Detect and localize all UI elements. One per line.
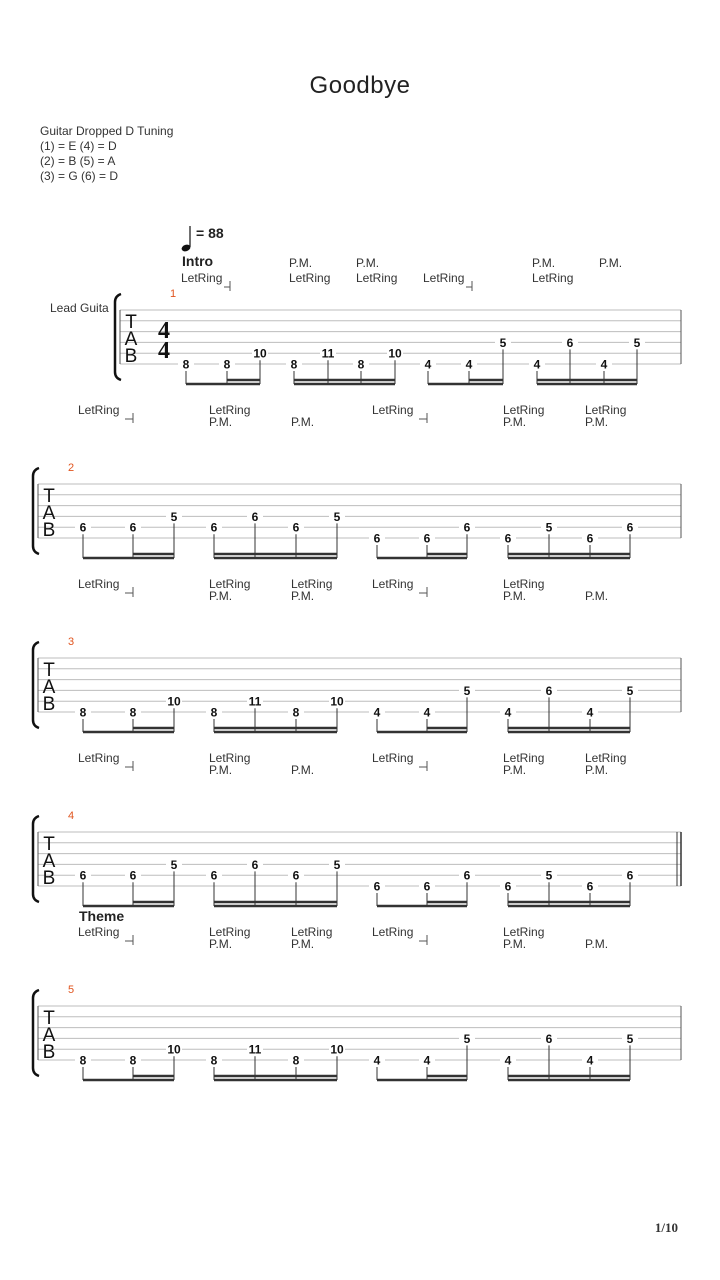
time-signature-top: 4 bbox=[158, 318, 170, 344]
let-ring-label: LetRing bbox=[78, 577, 120, 591]
fret-number: 5 bbox=[626, 683, 634, 698]
let-ring-label: LetRing bbox=[503, 403, 545, 417]
let-ring-label: LetRing bbox=[423, 271, 465, 285]
let-ring-label: LetRing bbox=[585, 403, 627, 417]
palm-mute-label: P.M. bbox=[291, 937, 315, 951]
fret-number: 6 bbox=[423, 879, 431, 894]
palm-mute-label: P.M. bbox=[289, 256, 313, 270]
time-signature-bottom: 4 bbox=[158, 338, 170, 364]
let-ring-label: LetRing bbox=[503, 751, 545, 765]
fret-number: 6 bbox=[586, 531, 594, 546]
section-label: Intro bbox=[182, 253, 214, 269]
fret-number: 5 bbox=[333, 509, 341, 524]
palm-mute-label: P.M. bbox=[291, 415, 315, 429]
fret-number: 6 bbox=[292, 520, 300, 535]
fret-number: 8 bbox=[79, 1053, 87, 1068]
let-ring-label: LetRing bbox=[78, 751, 120, 765]
measure-number: 2 bbox=[68, 462, 75, 474]
fret-number: 5 bbox=[499, 335, 507, 350]
fret-number: 8 bbox=[357, 357, 365, 372]
measure-number: 3 bbox=[68, 636, 75, 648]
palm-mute-label: P.M. bbox=[503, 937, 527, 951]
tuning-line: (3) = G (6) = D bbox=[40, 169, 119, 183]
let-ring-label: LetRing bbox=[209, 577, 251, 591]
let-ring-label: LetRing bbox=[78, 403, 120, 417]
palm-mute-label: P.M. bbox=[585, 415, 609, 429]
let-ring-label: LetRing bbox=[585, 751, 627, 765]
fret-number: 6 bbox=[79, 868, 87, 883]
fret-number: 6 bbox=[292, 868, 300, 883]
fret-number: 8 bbox=[210, 705, 218, 720]
let-ring-label: LetRing bbox=[291, 577, 333, 591]
tuning-line: (2) = B (5) = A bbox=[40, 154, 116, 168]
let-ring-label: LetRing bbox=[78, 925, 120, 939]
tab-clef-letter: T bbox=[43, 660, 55, 681]
page-number[interactable]: 1/10 bbox=[654, 1220, 678, 1235]
fret-number: 10 bbox=[167, 694, 181, 709]
fret-number: 4 bbox=[504, 1053, 512, 1068]
fret-number: 8 bbox=[290, 357, 298, 372]
fret-number: 6 bbox=[129, 868, 137, 883]
palm-mute-label: P.M. bbox=[209, 937, 233, 951]
let-ring-label: LetRing bbox=[356, 271, 398, 285]
measure-number: 4 bbox=[68, 810, 75, 822]
fret-number: 6 bbox=[210, 868, 218, 883]
palm-mute-label: P.M. bbox=[209, 415, 233, 429]
fret-number: 4 bbox=[424, 357, 432, 372]
tab-clef-letter: A bbox=[124, 329, 138, 350]
tab-clef-letter: T bbox=[43, 1008, 55, 1029]
let-ring-label: LetRing bbox=[181, 271, 223, 285]
fret-number: 6 bbox=[373, 879, 381, 894]
let-ring-label: LetRing bbox=[532, 271, 574, 285]
tab-clef-letter: B bbox=[124, 346, 138, 367]
fret-number: 6 bbox=[129, 520, 137, 535]
fret-number: 5 bbox=[463, 683, 471, 698]
fret-number: 6 bbox=[626, 868, 634, 883]
palm-mute-label: P.M. bbox=[585, 937, 609, 951]
fret-number: 6 bbox=[545, 1031, 553, 1046]
tab-clef-letter: T bbox=[43, 834, 55, 855]
fret-number: 8 bbox=[210, 1053, 218, 1068]
fret-number: 6 bbox=[463, 520, 471, 535]
let-ring-label: LetRing bbox=[372, 577, 414, 591]
instrument-label: Lead Guita bbox=[50, 301, 109, 315]
fret-number: 4 bbox=[600, 357, 608, 372]
fret-number: 10 bbox=[330, 694, 344, 709]
tab-clef-letter: T bbox=[125, 312, 137, 333]
palm-mute-label: P.M. bbox=[503, 415, 527, 429]
palm-mute-label: P.M. bbox=[291, 763, 315, 777]
fret-number: 4 bbox=[586, 1053, 594, 1068]
measure-number: 5 bbox=[68, 984, 75, 996]
palm-mute-label: P.M. bbox=[291, 589, 315, 603]
fret-number: 4 bbox=[423, 705, 431, 720]
palm-mute-label: P.M. bbox=[356, 256, 380, 270]
fret-number: 8 bbox=[223, 357, 231, 372]
fret-number: 5 bbox=[170, 509, 178, 524]
fret-number: 6 bbox=[373, 531, 381, 546]
fret-number: 6 bbox=[463, 868, 471, 883]
let-ring-label: LetRing bbox=[372, 925, 414, 939]
fret-number: 6 bbox=[545, 683, 553, 698]
fret-number: 10 bbox=[388, 346, 402, 361]
fret-number: 4 bbox=[373, 1053, 381, 1068]
fret-number: 5 bbox=[626, 1031, 634, 1046]
let-ring-label: LetRing bbox=[503, 925, 545, 939]
fret-number: 8 bbox=[79, 705, 87, 720]
section-label: Theme bbox=[79, 908, 125, 924]
palm-mute-label: P.M. bbox=[532, 256, 556, 270]
tab-clef-letter: B bbox=[42, 868, 56, 889]
fret-number: 5 bbox=[633, 335, 641, 350]
fret-number: 5 bbox=[545, 520, 553, 535]
tab-clef-letter: A bbox=[42, 503, 56, 524]
fret-number: 6 bbox=[251, 509, 259, 524]
fret-number: 8 bbox=[292, 705, 300, 720]
palm-mute-label: P.M. bbox=[209, 763, 233, 777]
fret-number: 8 bbox=[292, 1053, 300, 1068]
tab-clef-letter: T bbox=[43, 486, 55, 507]
fret-number: 4 bbox=[373, 705, 381, 720]
tab-clef-letter: B bbox=[42, 520, 56, 541]
fret-number: 6 bbox=[251, 857, 259, 872]
palm-mute-label: P.M. bbox=[209, 589, 233, 603]
fret-number: 11 bbox=[248, 694, 262, 709]
fret-number: 6 bbox=[566, 335, 574, 350]
fret-number: 10 bbox=[253, 346, 267, 361]
fret-number: 10 bbox=[330, 1042, 344, 1057]
tab-clef-letter: A bbox=[42, 1025, 56, 1046]
fret-number: 8 bbox=[182, 357, 190, 372]
palm-mute-label: P.M. bbox=[585, 589, 609, 603]
fret-number: 6 bbox=[423, 531, 431, 546]
palm-mute-label: P.M. bbox=[599, 256, 623, 270]
tempo-marking: = 88 bbox=[196, 225, 224, 241]
fret-number: 11 bbox=[321, 346, 335, 361]
let-ring-label: LetRing bbox=[503, 577, 545, 591]
let-ring-label: LetRing bbox=[289, 271, 331, 285]
fret-number: 5 bbox=[463, 1031, 471, 1046]
fret-number: 6 bbox=[504, 531, 512, 546]
tab-clef-letter: A bbox=[42, 851, 56, 872]
fret-number: 11 bbox=[248, 1042, 262, 1057]
fret-number: 4 bbox=[533, 357, 541, 372]
let-ring-label: LetRing bbox=[209, 925, 251, 939]
let-ring-label: LetRing bbox=[209, 403, 251, 417]
fret-number: 6 bbox=[504, 879, 512, 894]
fret-number: 5 bbox=[170, 857, 178, 872]
fret-number: 4 bbox=[586, 705, 594, 720]
fret-number: 5 bbox=[333, 857, 341, 872]
let-ring-label: LetRing bbox=[209, 751, 251, 765]
measure-number: 1 bbox=[170, 288, 177, 300]
fret-number: 4 bbox=[465, 357, 473, 372]
tab-clef-letter: A bbox=[42, 677, 56, 698]
song-title: Goodbye bbox=[309, 72, 411, 99]
palm-mute-label: P.M. bbox=[503, 589, 527, 603]
palm-mute-label: P.M. bbox=[503, 763, 527, 777]
fret-number: 5 bbox=[545, 868, 553, 883]
tab-clef-letter: B bbox=[42, 694, 56, 715]
let-ring-label: LetRing bbox=[372, 403, 414, 417]
let-ring-label: LetRing bbox=[372, 751, 414, 765]
fret-number: 4 bbox=[504, 705, 512, 720]
fret-number: 6 bbox=[210, 520, 218, 535]
fret-number: 8 bbox=[129, 705, 137, 720]
tuning-line: (1) = E (4) = D bbox=[40, 139, 117, 153]
let-ring-label: LetRing bbox=[291, 925, 333, 939]
tuning-heading: Guitar Dropped D Tuning bbox=[40, 124, 174, 138]
fret-number: 6 bbox=[586, 879, 594, 894]
fret-number: 4 bbox=[423, 1053, 431, 1068]
fret-number: 8 bbox=[129, 1053, 137, 1068]
fret-number: 10 bbox=[167, 1042, 181, 1057]
palm-mute-label: P.M. bbox=[585, 763, 609, 777]
tab-clef-letter: B bbox=[42, 1042, 56, 1063]
fret-number: 6 bbox=[626, 520, 634, 535]
fret-number: 6 bbox=[79, 520, 87, 535]
